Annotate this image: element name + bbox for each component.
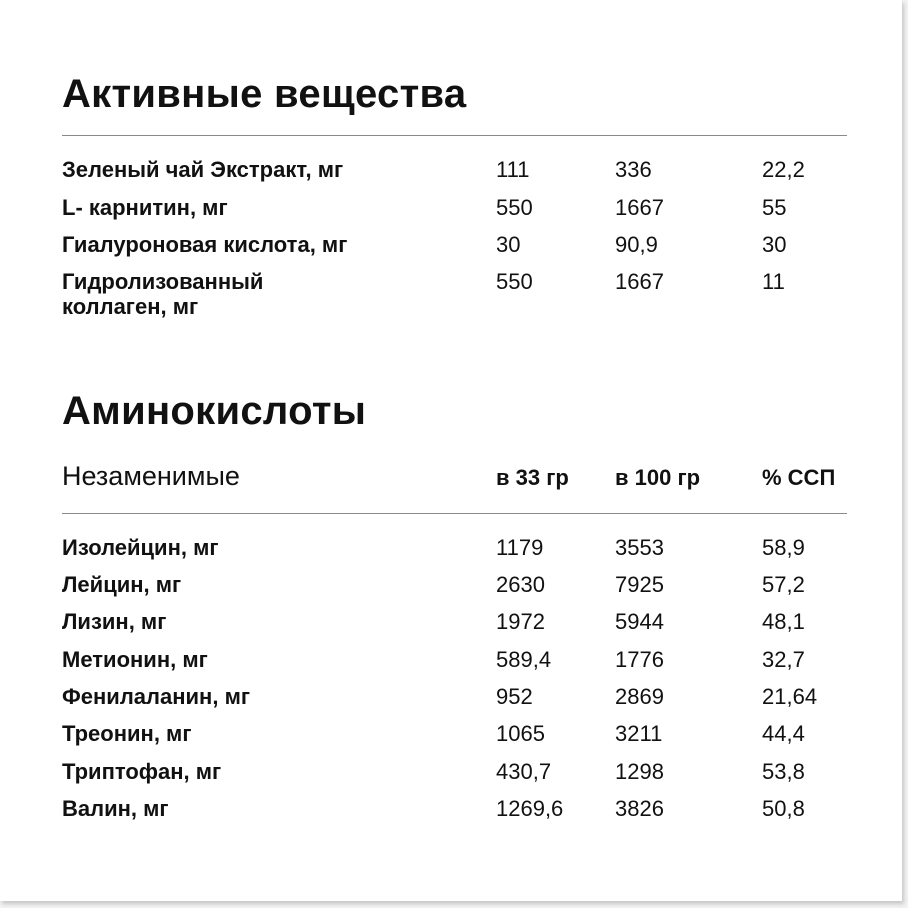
value-100g: 7925 [615,572,664,597]
row-label: Лизин, мг [62,609,167,634]
value-100g: 1667 [615,269,664,294]
value-100g: 336 [615,157,652,182]
row-label: Лейцин, мг [62,572,182,597]
active-substances-heading: Активные вещества [62,72,467,116]
value-100g: 3211 [615,721,663,746]
row-label: Гидролизованный коллаген, мг [62,269,264,319]
value-33g: 589,4 [496,647,552,672]
value-33g: 550 [496,195,533,220]
amino-divider [62,513,847,514]
value-33g: 30 [496,232,521,257]
value-100g: 1776 [615,647,664,672]
value-percent: 48,1 [762,609,805,634]
row-label: L- карнитин, мг [62,195,228,220]
value-percent: 53,8 [762,759,805,784]
value-percent: 11 [762,269,785,294]
value-percent: 50,8 [762,796,805,821]
row-label: Валин, мг [62,796,169,821]
value-100g: 5944 [615,609,664,634]
value-100g: 3826 [615,796,664,821]
value-33g: 430,7 [496,759,552,784]
row-label: Метионин, мг [62,647,208,672]
active-divider [62,135,847,136]
value-33g: 952 [496,684,533,709]
value-percent: 55 [762,195,787,220]
value-percent: 30 [762,232,787,257]
value-100g: 90,9 [615,232,658,257]
value-percent: 32,7 [762,647,805,672]
row-label: Триптофан, мг [62,759,222,784]
value-33g: 1269,6 [496,796,564,821]
value-percent: 58,9 [762,535,805,560]
value-percent: 22,2 [762,157,805,182]
value-33g: 111 [496,157,530,182]
row-label: Гиалуроновая кислота, мг [62,232,348,257]
row-label: Фенилаланин, мг [62,684,251,709]
value-33g: 1179 [496,535,544,560]
amino-acids-heading: Аминокислоты [62,389,367,433]
value-percent: 21,64 [762,684,818,709]
row-label: Треонин, мг [62,721,192,746]
value-100g: 1667 [615,195,664,220]
value-33g: 1972 [496,609,545,634]
column-header-100g: в 100 гр [615,465,701,490]
value-percent: 57,2 [762,572,805,597]
value-33g: 1065 [496,721,545,746]
row-label: Зеленый чай Экстракт, мг [62,157,344,182]
value-33g: 2630 [496,572,545,597]
value-100g: 2869 [615,684,664,709]
value-100g: 1298 [615,759,664,784]
row-label: Изолейцин, мг [62,535,219,560]
value-100g: 3553 [615,535,664,560]
column-header-33g: в 33 гр [496,465,569,490]
value-33g: 550 [496,269,533,294]
essential-subheading: Незаменимые [62,461,240,491]
value-percent: 44,4 [762,721,805,746]
column-header-percent: % ССП [762,465,836,490]
